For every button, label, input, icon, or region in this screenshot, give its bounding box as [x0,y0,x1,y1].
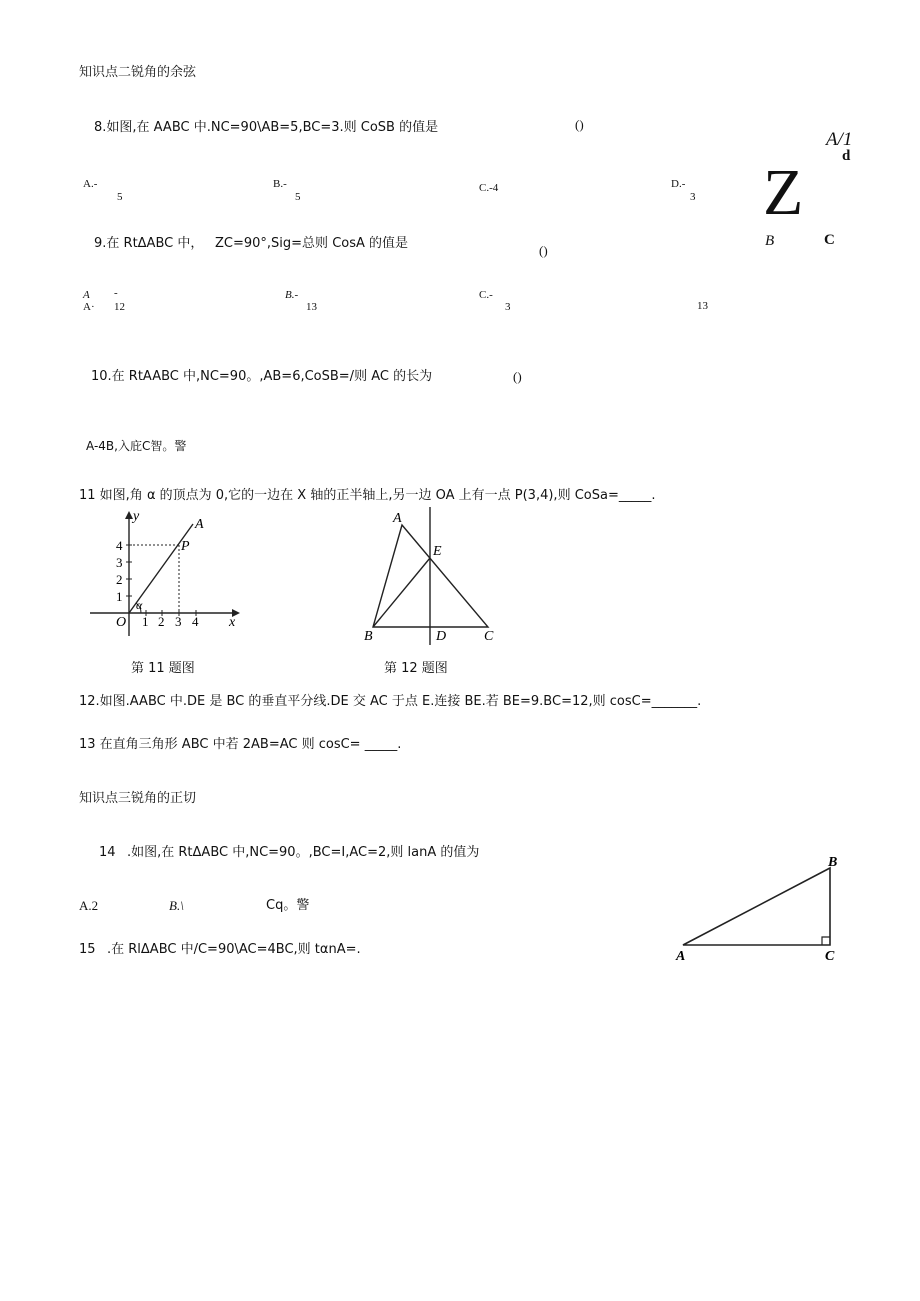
point-a-label: A [195,517,204,532]
question-10-text: 10.在 RtAABC 中,NC=90。,AB=6,CoSB=/则 AC 的长为 [91,369,433,384]
side-figure-b-label: B [765,233,775,249]
q8-option-a: A.- [83,178,98,190]
question-9-paren: () [539,243,548,258]
q8-option-a-den: 5 [117,191,123,203]
q9-option-c-den: 3 [505,301,511,313]
q8-option-c: C.-4 [479,182,499,194]
point-d-label: D [436,629,447,644]
question-9-text-2: ZC=90°,Sig=总则 CosA 的值是 [215,236,409,251]
q9-option-c: C.- [479,289,493,301]
question-11-text: 11 如图,角 α 的顶点为 0,它的一边在 X 轴的正半轴上,另一边 OA 上有一点 P(3,4),则 CoSa=_____. [79,488,656,503]
triangle-abc [683,868,830,945]
figure-12-triangle [360,505,510,645]
q9-option-a-dash: - [114,287,118,299]
question-13-text: 13 在直角三角形 ABC 中若 2AB=AC 则 cosC= _____. [79,737,402,752]
x-axis-label: x [229,615,236,630]
figure-12-caption: 第 12 题图 [384,661,448,676]
origin-label: O [116,615,127,630]
section-title-tangent: 知识点三锐角的正切 [79,791,197,806]
point-a-label: A [676,949,686,964]
y-tick-3: 3 [116,555,123,570]
right-angle-mark [822,937,830,945]
q9-option-a-den: 12 [114,301,125,313]
question-12-text: 12.如图.AABC 中.DE 是 BC 的垂直平分线.DE 交 AC 于点 E.连接 BE.若 BE=9.BC=12,则 cosC=_______. [79,694,702,709]
question-10-options: A-4B,入庇C智。警 [86,439,187,453]
point-c-label: C [825,949,835,964]
question-14-text: .如图,在 RtΔABC 中,NC=90。,BC=I,AC=2,则 lanA 的值为 [127,845,480,860]
side-figure-top-label: A/1 [826,129,853,150]
question-8-paren: () [575,117,584,132]
point-b-label: B [828,855,838,870]
question-15-text: .在 RlΔABC 中/C=90\AC=4BC,则 tαnA=. [107,942,361,957]
q9-option-d-den: 13 [697,300,708,312]
x-tick-2: 2 [158,614,165,629]
q8-option-d: D.- [671,178,686,190]
point-e-label: E [433,544,442,559]
q9-option-a: A· [83,301,95,313]
question-9-text: 9.在 RtΔABC 中， [94,236,204,251]
question-8-text: 8.如图,在 AABC 中.NC=90\AB=5,BC=3.则 CoSB 的值是 [94,120,439,135]
x-tick-1: 1 [142,614,149,629]
q14-option-b: B.\ [169,898,184,913]
x-tick-4: 4 [192,614,199,629]
segment-be [373,558,430,627]
side-figure-d-label: d [842,148,851,164]
side-figure-z-glyph: Z [763,156,804,229]
section-title-cosine: 知识点二锐角的余弦 [79,65,197,80]
question-15-number: 15 [79,942,96,957]
q9-option-a-top: A [83,289,90,301]
point-a-label: A [393,511,402,526]
figure-14-right-triangle [672,852,842,972]
alpha-label: α [136,598,143,612]
y-axis-label: y [133,509,140,524]
y-tick-1: 1 [116,589,123,604]
q9-option-b: B.- [285,289,299,301]
q14-option-a: A.2 [79,898,99,913]
y-tick-4: 4 [116,538,123,553]
point-c-label: C [484,629,494,644]
question-10-paren: () [513,369,522,384]
y-tick-2: 2 [116,572,123,587]
figure-11-coordinate-plot [85,508,255,643]
q8-option-d-den: 3 [690,191,696,203]
q8-option-b-den: 5 [295,191,301,203]
q8-option-b: B.- [273,178,287,190]
point-b-label: B [364,629,373,644]
q14-option-c: Cq。警 [266,898,310,913]
side-figure-c-label: C [824,232,835,248]
question-14-number: 14 [99,845,116,860]
point-p-label: P [181,539,190,554]
x-tick-3: 3 [175,614,182,629]
figure-11-caption: 第 11 题图 [131,661,195,676]
y-axis-arrow [125,511,133,519]
q9-option-b-den: 13 [306,301,317,313]
